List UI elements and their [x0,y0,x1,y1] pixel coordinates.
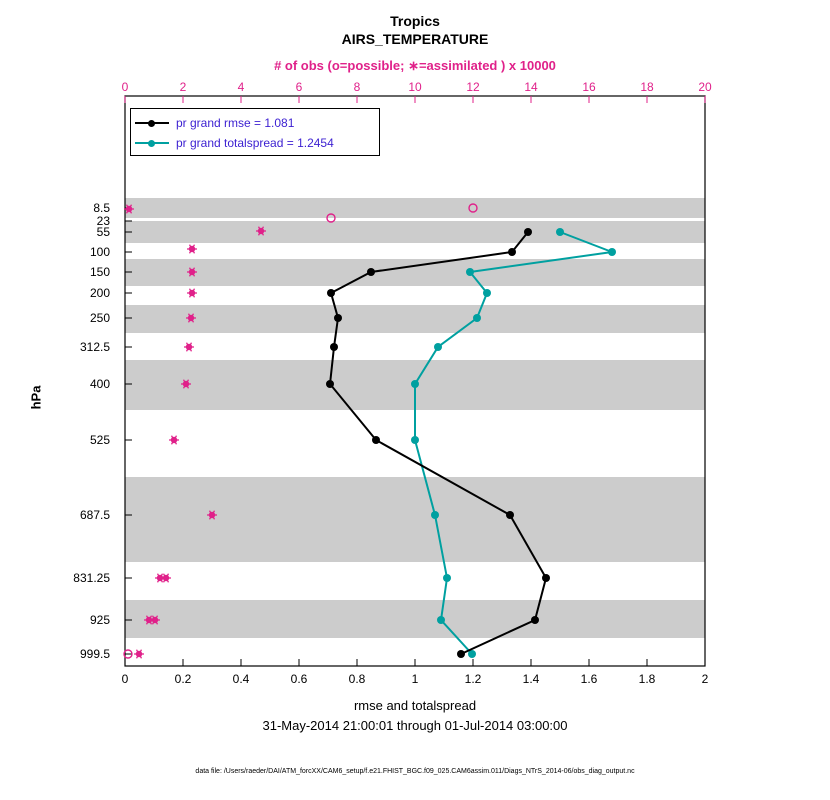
top-tick: 8 [353,80,361,94]
y-tick: 400 [89,377,110,391]
y-tick: 925 [89,613,110,627]
x-tick: 1.4 [522,672,540,686]
top-tick: 20 [698,80,712,94]
y-tick: 8.5 [93,201,110,215]
top-tick: 18 [640,80,654,94]
legend [130,108,380,156]
y-axis-title: hPa [28,385,44,410]
x-tick: 2 [701,672,709,686]
y-tick: 525 [89,433,110,447]
x-tick: 1 [411,672,419,686]
x-tick: 0.6 [290,672,308,686]
x-tick: 1.8 [638,672,656,686]
data-file-label: data file: /Users/raeder/DAI/ATM_forcXX/CAM6_setup/f.e21.FHIST_BGC.f09_025.CAM6assim.011/Diags_NTrS_2014-06/obs_diag_output.nc [195,768,635,775]
title-line1: Tropics [390,13,440,29]
x-tick: 1.2 [464,672,482,686]
top-tick: 14 [524,80,538,94]
x-tick: 0.8 [348,672,366,686]
top-tick: 4 [237,80,245,94]
y-tick: 23 [96,214,110,228]
top-tick: 10 [408,80,422,94]
bottom-axis-ticks [0,672,830,688]
legend-label-rmse: pr grand rmse = 1.081 [176,116,295,130]
top-tick: 2 [179,80,187,94]
legend-swatch-totalspread [135,142,169,144]
x-tick: 0 [121,672,129,686]
top-tick: 12 [466,80,480,94]
top-axis-label: # of obs (o=possible; ∗=assimilated ) x 10000 [274,58,556,73]
top-tick: 0 [121,80,129,94]
y-tick: 200 [89,286,110,300]
y-tick: 55 [96,225,110,239]
y-tick: 687.5 [79,508,110,522]
top-tick: 6 [295,80,303,94]
x-tick: 0.2 [174,672,192,686]
y-tick: 999.5 [79,647,110,661]
y-tick: 100 [89,245,110,259]
y-tick: 831.25 [73,571,110,585]
y-tick: 312.5 [79,340,110,354]
x-tick: 1.6 [580,672,598,686]
x-axis-title: rmse and totalspread [353,698,477,713]
top-tick: 16 [582,80,596,94]
y-tick: 150 [89,265,110,279]
y-tick: 250 [89,311,110,325]
x-tick: 0.4 [232,672,250,686]
legend-swatch-rmse [135,122,169,124]
title-line2: AIRS_TEMPERATURE [341,31,489,47]
date-range-label: 31-May-2014 21:00:01 through 01-Jul-2014 03:00:00 [262,718,568,733]
legend-label-totalspread: pr grand totalspread = 1.2454 [176,136,334,150]
